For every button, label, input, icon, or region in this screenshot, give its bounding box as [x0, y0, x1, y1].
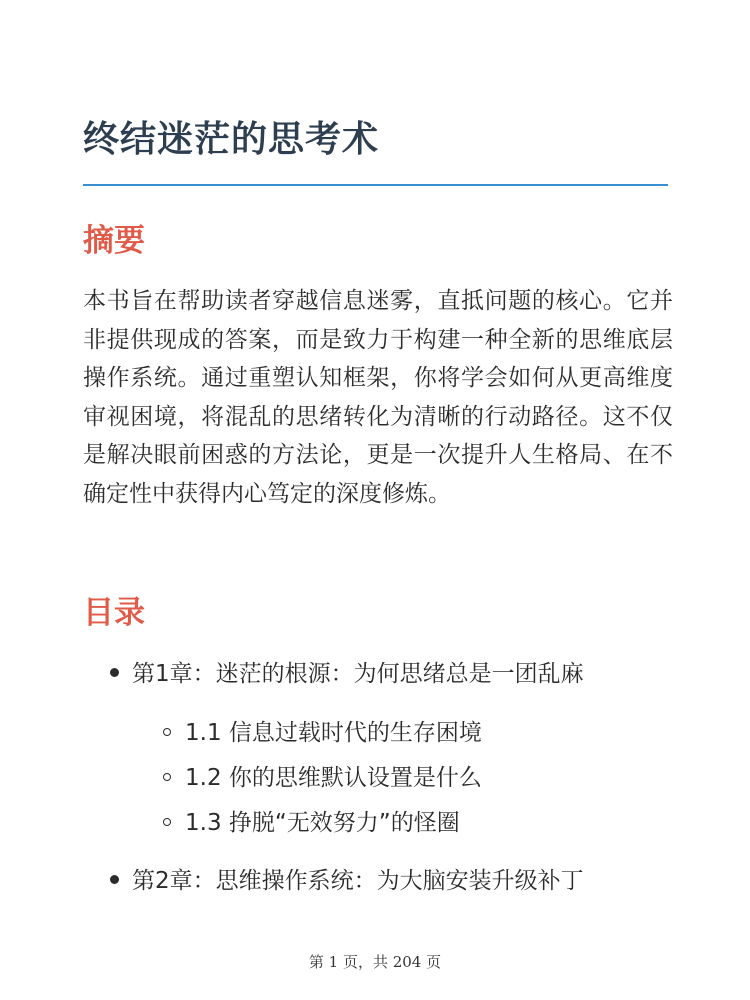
toc-section-label: 1.1 信息过载时代的生存困境	[185, 720, 482, 746]
bullet-icon	[110, 875, 119, 884]
toc-chapter-1[interactable]	[110, 655, 584, 693]
toc-chapter-label: 第1章：迷茫的根源：为何思绪总是一团乱麻	[132, 661, 584, 687]
toc-chapter-label: 第2章：思维操作系统：为大脑安装升级补丁	[132, 868, 584, 894]
toc-section-label: 1.2 你的思维默认设置是什么	[185, 765, 482, 791]
circle-bullet-icon	[163, 818, 171, 826]
toc-chapter-2[interactable]	[110, 862, 584, 900]
title-divider	[83, 184, 668, 186]
page-number-footer: 第 1 页，共 204 页	[308, 953, 442, 971]
toc-section-1-1[interactable]	[163, 714, 482, 752]
summary-paragraph: 本书旨在帮助读者穿越信息迷雾，直抵问题的核心。它并非提供现成的答案，而是致力于构建一种全新的思维底层操作系统。通过重塑认知框架，你将学会如何从更高维度审视困境，将混乱的思绪转化为清晰的行动路径。这不仅是解决眼前困惑的方法论，更是一次提升人生格局、在不确定性中获得内心笃定的深度修炼。	[83, 288, 673, 507]
bullet-icon	[110, 668, 119, 677]
summary-heading: 摘要	[83, 223, 145, 259]
circle-bullet-icon	[163, 773, 171, 781]
circle-bullet-icon	[163, 728, 171, 736]
toc-heading: 目录	[83, 595, 145, 631]
document-title: 终结迷茫的思考术	[83, 119, 380, 160]
toc-section-1-3[interactable]	[163, 804, 460, 842]
toc-section-1-2[interactable]	[163, 759, 482, 797]
toc-section-label: 1.3 挣脱“无效努力”的怪圈	[185, 810, 460, 836]
